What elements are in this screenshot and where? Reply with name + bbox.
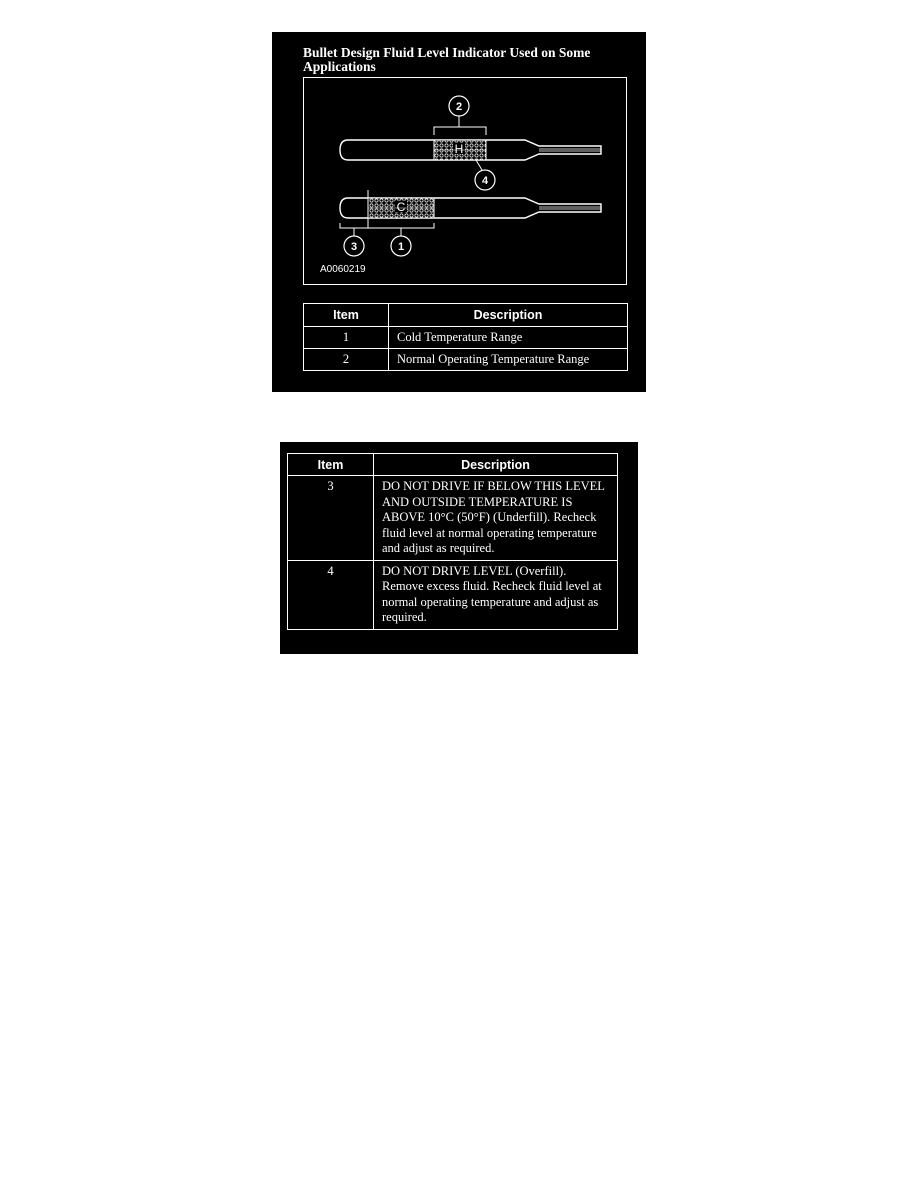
item-cell: 3 — [288, 476, 374, 561]
svg-text:4: 4 — [481, 175, 489, 187]
c-marking: C — [396, 200, 406, 214]
item-header: Item — [304, 304, 389, 327]
item-cell: 4 — [288, 560, 374, 629]
lower-dipstick — [340, 198, 601, 218]
callout-4 — [475, 170, 495, 190]
description-cell: Cold Temperature Range — [389, 327, 628, 349]
item-cell: 2 — [304, 349, 389, 371]
upper-dipstick — [340, 140, 601, 160]
svg-text:2: 2 — [455, 101, 463, 113]
table-row — [304, 327, 628, 349]
h-marking: H — [454, 142, 464, 156]
figure-panel — [272, 32, 646, 392]
figure-code: A0060219 — [320, 264, 366, 275]
table-row — [288, 476, 618, 561]
svg-text:1: 1 — [397, 241, 405, 253]
callout-3 — [344, 236, 364, 256]
figure-title: Bullet Design Fluid Level Indicator Used on Some Applications — [303, 45, 591, 74]
description-cell: DO NOT DRIVE IF BELOW THIS LEVEL AND OUTSIDE TEMPERATURE IS ABOVE 10°C (50°F) (Underfill). Recheck fluid level at normal operating temperature and adjust as required. — [374, 476, 618, 561]
item-header: Item — [288, 454, 374, 476]
legend-table — [303, 303, 628, 371]
callout-2 — [449, 96, 469, 116]
description-header: Description — [389, 304, 628, 327]
warning-table — [287, 453, 618, 630]
table-row — [288, 560, 618, 629]
warning-table-panel — [280, 442, 638, 654]
figure-illustration — [303, 77, 627, 285]
svg-text:3: 3 — [350, 241, 358, 253]
description-cell: DO NOT DRIVE LEVEL (Overfill). Remove excess fluid. Recheck fluid level at normal operating temperature and adjust as required. — [374, 560, 618, 629]
callout-1 — [391, 236, 411, 256]
dipstick-diagram — [304, 78, 628, 286]
table-row — [304, 349, 628, 371]
item-cell: 1 — [304, 327, 389, 349]
description-cell: Normal Operating Temperature Range — [389, 349, 628, 371]
description-header: Description — [374, 454, 618, 476]
